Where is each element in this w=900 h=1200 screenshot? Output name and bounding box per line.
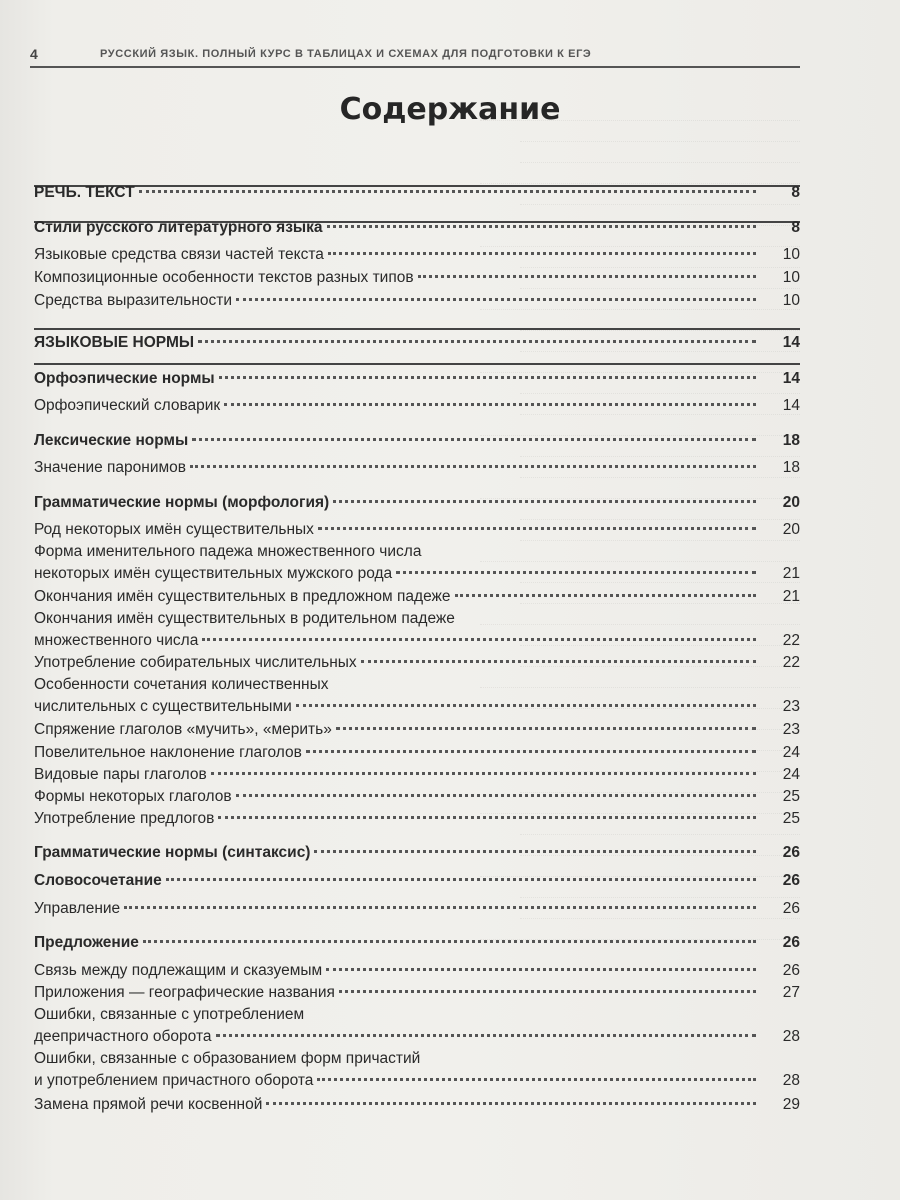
toc-entry[interactable]: Приложения — географические названия 27 [34,984,800,1001]
toc-entry[interactable]: Спряжение глаголов «мучить», «мерить» 23 [34,721,800,738]
toc-entry[interactable]: Род некоторых имён существительных 20 [34,521,800,538]
toc-entry[interactable]: Употребление собирательных числительных 22 [34,654,800,671]
toc-entry[interactable]: Окончания имён существительных в предложном падеже 21 [34,588,800,605]
toc-entry[interactable]: Связь между подлежащим и сказуемым 26 [34,962,800,979]
toc-entry[interactable]: Повелительное наклонение глаголов 24 [34,744,800,761]
toc-entry[interactable]: Формы некоторых глаголов 25 [34,788,800,805]
toc-entry[interactable]: Лексические нормы 18 [34,432,800,449]
toc-entry[interactable]: Окончания имён существительных в родительном падеже множественного числа 22 [34,610,800,649]
toc-entry[interactable]: Орфоэпический словарик 14 [34,397,800,414]
toc-entry[interactable]: Значение паронимов 18 [34,459,800,476]
header-running-title: РУССКИЙ ЯЗЫК. ПОЛНЫЙ КУРС В ТАБЛИЦАХ И СХЕМАХ ДЛЯ ПОДГОТОВКИ К ЕГЭ [100,48,592,60]
toc-entry[interactable]: Употребление предлогов 25 [34,810,800,827]
toc-entry[interactable]: Стили русского литературного языка 8 [34,219,800,236]
toc-entry[interactable]: Словосочетание 26 [34,872,800,889]
toc-entry[interactable]: Композиционные особенности текстов разных типов 10 [34,269,800,286]
show-through-line [520,142,800,163]
toc-entry[interactable]: Грамматические нормы (синтаксис) 26 [34,844,800,861]
page-title: Содержание [339,92,561,127]
toc-entry[interactable]: Ошибки, связанные с употреблением деепричастного оборота 28 [34,1006,800,1045]
toc-entry[interactable]: РЕЧЬ. ТЕКСТ 8 [34,184,800,201]
toc-entry[interactable]: Форма именительного падежа множественного числа некоторых имён существительных мужского рода 21 [34,543,800,582]
toc-entry[interactable]: Средства выразительности 10 [34,292,800,309]
toc-entry[interactable]: Грамматические нормы (морфология) 20 [34,494,800,511]
toc-entry[interactable]: Управление 26 [34,900,800,917]
header-page-number: 4 [30,46,38,62]
toc-entry[interactable]: Орфоэпические нормы 14 [34,370,800,387]
toc-entry[interactable]: Предложение 26 [34,934,800,951]
section-rule [34,328,800,330]
toc-entry[interactable]: ЯЗЫКОВЫЕ НОРМЫ 14 [34,334,800,351]
toc-entry[interactable]: Языковые средства связи частей текста 10 [34,246,800,263]
toc-entry[interactable]: Ошибки, связанные с образованием форм причастий и употреблением причастного оборота 28 [34,1050,800,1089]
show-through-line [480,163,800,184]
toc-entry[interactable]: Особенности сочетания количественных числительных с существительными 23 [34,676,800,715]
section-rule [34,363,800,365]
toc-entry[interactable]: Видовые пары глаголов 24 [34,766,800,783]
running-header [30,44,800,68]
toc-entry[interactable]: Замена прямой речи косвенной 29 [34,1096,800,1113]
